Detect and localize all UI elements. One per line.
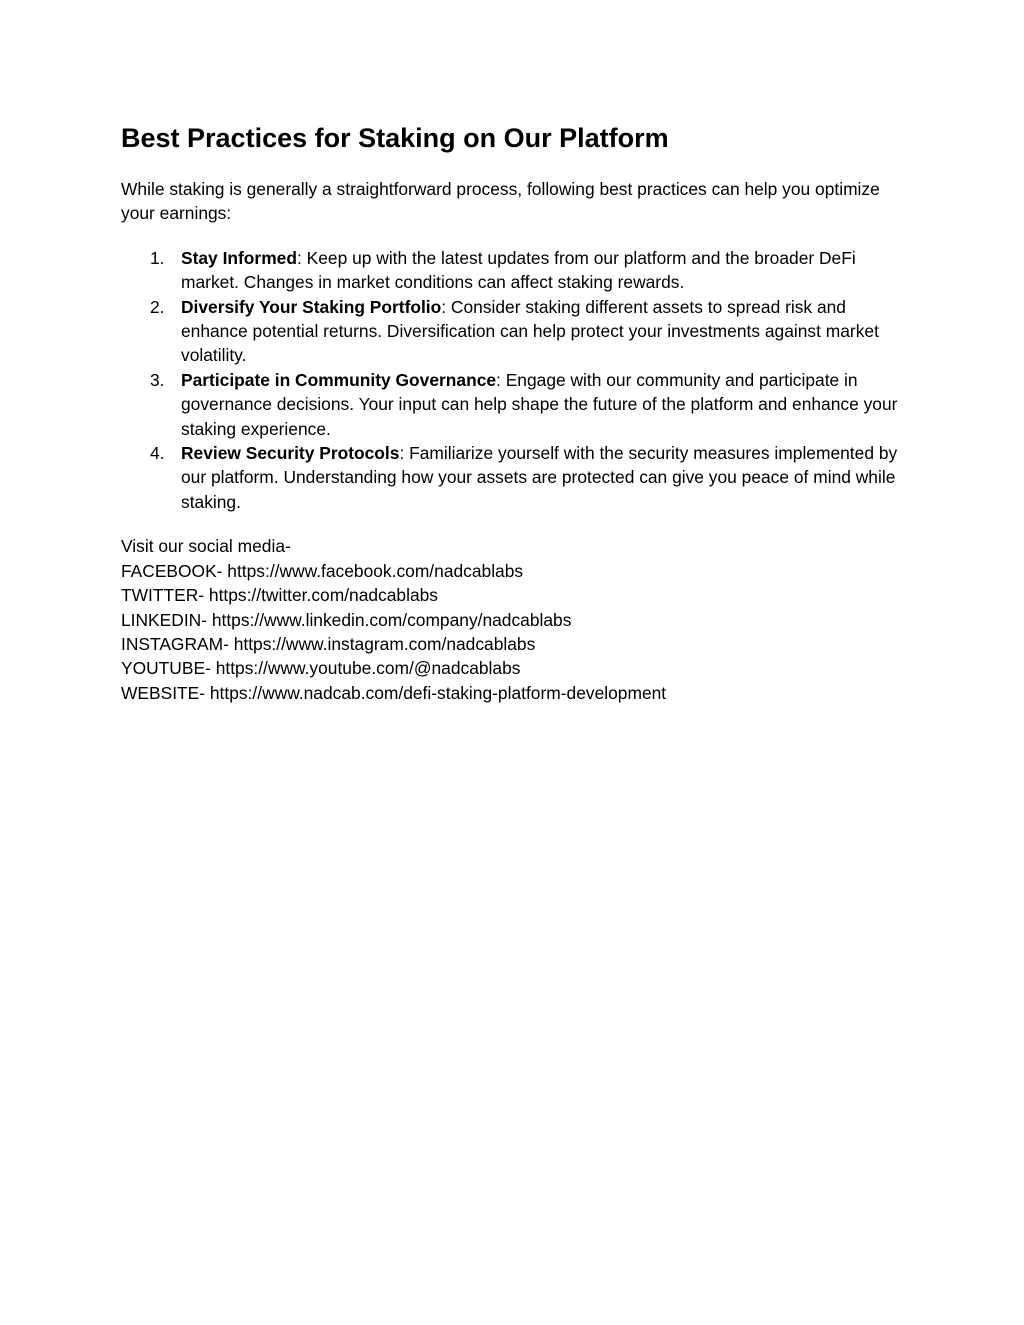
intro-paragraph: While staking is generally a straightforward process, following best practices can help you optimize your earnings:: [121, 179, 880, 224]
social-link-facebook: FACEBOOK- https://www.facebook.com/nadcablabs: [121, 560, 524, 581]
list-item: [121, 368, 911, 441]
list-item-title: Stay Informed: [181, 247, 297, 268]
list-item-text: : Engage with our community and participate in governance decisions. Your input can help shape the future of the platform and enhance your staking experience.: [181, 369, 898, 439]
list-item: [121, 295, 911, 368]
list-item-number: 2.: [150, 296, 165, 317]
list-item-text: : Consider staking different assets to spread risk and enhance potential returns. Diversification can help protect your investments against market volatility.: [181, 296, 879, 366]
list-item-number: 4.: [150, 443, 165, 464]
social-link-website: WEBSITE- https://www.nadcab.com/defi-staking-platform-development: [121, 682, 667, 703]
social-link-youtube: YOUTUBE- https://www.youtube.com/@nadcablabs: [121, 658, 521, 679]
list-item-title: Review Security Protocols: [181, 443, 400, 464]
list-item-number: 1.: [150, 247, 165, 268]
page-title: Best Practices for Staking on Our Platform: [121, 123, 669, 153]
list-item-number: 3.: [150, 369, 165, 390]
social-heading: Visit our social media-: [121, 536, 291, 557]
list-item-text: : Keep up with the latest updates from our platform and the broader DeFi market. Changes in market conditions can affect staking rewards.: [181, 247, 856, 293]
social-link-instagram: INSTAGRAM- https://www.instagram.com/nadcablabs: [121, 633, 536, 654]
social-section: [121, 534, 911, 705]
list-item: [121, 246, 911, 295]
social-link-twitter: TWITTER- https://twitter.com/nadcablabs: [121, 585, 438, 606]
list-item-title: Participate in Community Governance: [181, 369, 497, 390]
practices-list: [121, 246, 911, 514]
document-page: [121, 118, 911, 705]
social-link-linkedin: LINKEDIN- https://www.linkedin.com/company/nadcablabs: [121, 609, 572, 630]
list-item: [121, 441, 911, 514]
list-item-title: Diversify Your Staking Portfolio: [181, 296, 442, 317]
list-item-text: : Familiarize yourself with the security measures implemented by our platform. Understanding how your assets are protected can give you peace of mind while staking.: [181, 443, 898, 512]
